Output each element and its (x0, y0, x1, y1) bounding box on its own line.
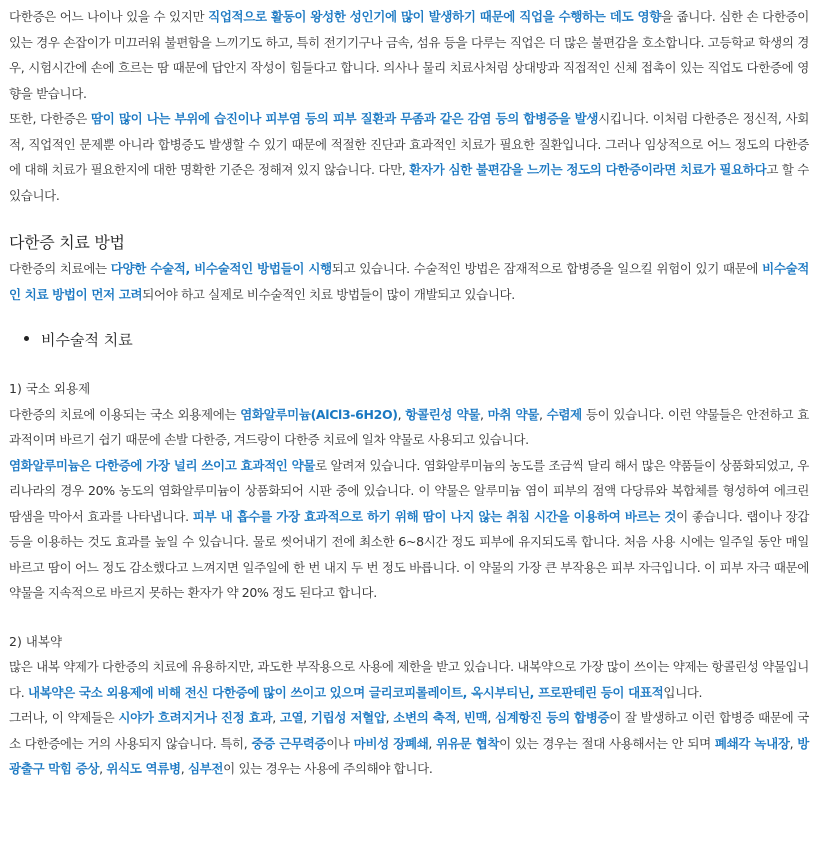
treatment-heading: 다한증 치료 방법 (9, 233, 125, 252)
body-text: 로 알려져 있습니다. 염화알루미늄의 농도를 조금씩 달리 해서 많은 약품들이 상품화되었고, 우리나라의 경우 20% 농도의 염화알루미늄이 상품화되어 시판 중에 있습니다. 이 약물은 알루미늄 염이 피부의 점액 다당류와 복합체를 형성하여 에크린 땀샘을 막아서 효과를 나타냅니다. (9, 457, 809, 524)
body-text: 등이 있습니다. 이런 약물들은 안전하고 효과적이며 바르기 쉽기 때문에 손발 다한증, 겨드랑이 다한증 치료에 일차 약물로 사용되고 있습니다. (9, 406, 809, 447)
highlight-text: 염화알루미늄(AlCl3-6H2O) (240, 406, 398, 422)
highlight-text: 땀이 많이 나는 부위에 습진이나 피부염 등의 피부 질환과 무좀과 같은 감염 등의 합병증을 발생 (91, 111, 599, 126)
body-text: 많은 내복 약제가 다한증의 치료에 유용하지만, 과도한 부작용으로 사용에 제한을 받고 있습니다. 내복약으로 가장 많이 쓰이는 약제는 항콜린성 약물입니다. (9, 659, 809, 700)
body-text: 시킵니다. 이처럼 다한증은 정신적, 사회적, 직업적인 문제뿐 아니라 합병증도 발생할 수 있기 때문에 적절한 진단과 효과적인 치료가 필요한 질환입니다. 그러나 임상적으로 어느 정도의 다한증에 대해 치료가 필요한지에 대한 명확한 기준은 정해져 있지 않습니다. 다만, (9, 111, 810, 177)
highlight-text: 기립성 저혈압 (310, 710, 386, 725)
highlight-text: 고열 (279, 710, 304, 725)
body-text: 되어야 하고 실제로 비수술적인 치료 방법들이 많이 개발되고 있습니다. (142, 286, 515, 302)
intro-paragraph-2 (9, 106, 809, 208)
highlight-text: 피부 내 흡수를 가장 효과적으로 하기 위해 땀이 나지 않는 취침 시간을 이용하여 바르는 것 (192, 508, 677, 524)
body-text: 을 줍니다. 심한 손 다한증이 있는 경우 손잡이가 미끄러워 불편함을 느끼기도 하고, 특히 전기기구나 금속, 섬유 등을 다루는 직업은 더 많은 불편감을 호소합니다. 고등학교 학생의 경우, 시험시간에 손에 흐르는 땀 때문에 답안지 작성이 힘들다고 합니다. 의사나 물리 치료사처럼 상대방과 직접적인 신체 접촉이 있는 직업도 다한증에 영향을 받습니다. (9, 9, 810, 101)
body-text: , (397, 406, 406, 422)
highlight-text: 중증 근무력증 (251, 735, 327, 751)
topical-heading: 1) 국소 외용제 (9, 381, 91, 396)
body-text: , (303, 710, 311, 725)
body-text: 다한증의 치료에는 (9, 261, 111, 276)
topical-paragraph-1 (9, 402, 809, 453)
body-text: 이 있는 경우는 절대 사용해서는 안 되며 (499, 735, 715, 751)
bullet-list (9, 327, 809, 353)
body-text: 이 좋습니다. 랩이나 장갑 등을 이용하는 것도 효과를 높일 수 있습니다. 물로 씻어내기 전에 최소한 6~8시간 정도 피부에 유지되도록 합니다. 처음 사용 시에는 일주일 동안 매일 바르고 땀이 어느 정도 감소했다고 느껴지면 일주일에 한 번 내지 두 번 정도 바릅니다. 이 약물의 가장 큰 부작용은 피부 자극입니다. 이 피부 자극 때문에 약물을 지속적으로 바르지 못하는 환자가 약 20% 정도 된다고 합니다. (9, 508, 809, 600)
topical-paragraph-2 (9, 453, 809, 606)
highlight-text: 위유문 협착 (436, 735, 500, 751)
body-text: , (538, 406, 547, 422)
highlight-text: 빈맥 (463, 710, 488, 725)
body-text: 이 있는 경우는 사용에 주의해야 합니다. (223, 761, 433, 776)
body-text: 입니다. (663, 684, 703, 700)
body-text: 그러나, 이 약제들은 (9, 710, 119, 725)
highlight-text: 소변의 축적 (393, 710, 457, 725)
highlight-text: 심계항진 등의 합병증 (494, 710, 610, 725)
highlight-text: 심부전 (187, 761, 224, 776)
bullet-label: 비수술적 치료 (41, 331, 133, 349)
body-text: , (456, 710, 464, 725)
body-text: , (99, 761, 107, 776)
treatment-paragraph (9, 256, 809, 307)
highlight-text: 염화알루미늄은 다한증에 가장 널리 쓰이고 효과적인 약물 (9, 457, 316, 473)
body-text: , (789, 735, 798, 751)
intro-paragraph-1 (9, 4, 809, 106)
highlight-text: 폐쇄각 녹내장 (714, 735, 790, 751)
highlight-text: 마취 약물 (487, 406, 539, 422)
body-text: 이 잘 발생하고 이런 합병증 때문에 국소 다한증에는 거의 사용되지 않습니다. 특히, (9, 710, 810, 751)
oral-paragraph-1 (9, 654, 809, 705)
body-text: 또한, 다한증은 (9, 111, 92, 126)
highlight-text: 환자가 심한 불편감을 느끼는 정도의 다한증이라면 치료가 필요하다 (409, 162, 767, 177)
highlight-text: 방광출구 막힘 증상 (9, 735, 809, 776)
body-text: 고 할 수 있습니다. (9, 162, 809, 203)
highlight-text: 항콜린성 약물 (405, 406, 481, 422)
highlight-text: 수렴제 (546, 406, 582, 422)
highlight-text: 시야가 흐려지거나 진정 효과 (118, 710, 273, 725)
highlight-text: 비수술적인 치료 방법이 먼저 고려 (9, 261, 809, 302)
highlight-text: 다양한 수술적, 비수술적인 방법들이 시행 (110, 261, 332, 276)
body-text: 다한증의 치료에 이용되는 국소 외용제에는 (9, 406, 241, 422)
body-text: , (272, 710, 280, 725)
body-text: , (480, 406, 488, 422)
highlight-text: 내복약은 국소 외용제에 비해 전신 다한증에 많이 쓰이고 있으며 글리코피롤레이트, 옥시부티닌, 프로판테린 등이 대표적 (27, 684, 664, 700)
body-text: , (385, 710, 394, 725)
body-text: 다한증은 어느 나이나 있을 수 있지만 (9, 9, 209, 24)
oral-paragraph-2 (9, 705, 809, 782)
bullet-dot-icon (24, 336, 29, 341)
body-text: 되고 있습니다. 수술적인 방법은 잠재적으로 합병증을 일으킬 위험이 있기 때문에 (331, 261, 763, 276)
bullet-nonsurgical (24, 327, 809, 353)
body-text: , (180, 761, 188, 776)
body-text: , (487, 710, 495, 725)
highlight-text: 위식도 역류병 (106, 761, 181, 776)
body-text: , (428, 735, 437, 751)
body-text: 이나 (326, 735, 354, 751)
highlight-text: 직업적으로 활동이 왕성한 성인기에 많이 발생하기 때문에 직업을 수행하는 데도 영향 (208, 9, 661, 24)
oral-heading: 2) 내복약 (9, 633, 63, 649)
highlight-text: 마비성 장폐쇄 (353, 735, 429, 751)
